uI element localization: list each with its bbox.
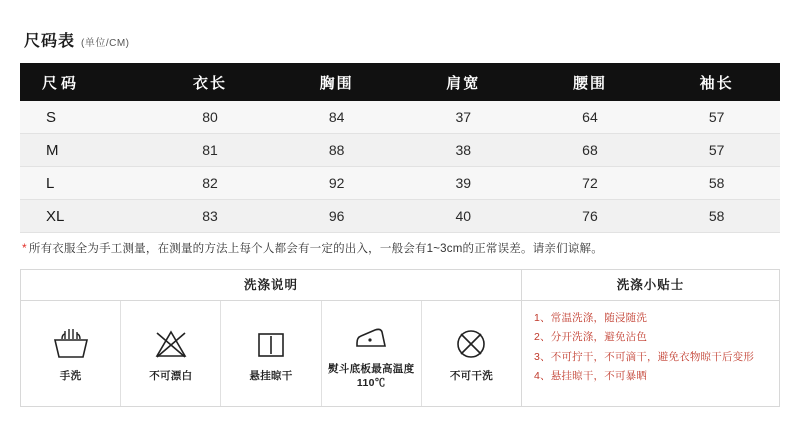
cell-size: M <box>20 134 147 167</box>
wash-tips-list <box>522 301 779 406</box>
cell-shoulder: 37 <box>400 101 527 134</box>
wash-instructions-section <box>21 270 522 406</box>
column-header-bust: 胸围 <box>273 63 400 101</box>
care-icon-cell <box>121 301 221 406</box>
cell-length: 82 <box>147 167 274 200</box>
note-star: * <box>22 241 27 255</box>
care-icon-cell <box>422 301 521 406</box>
cell-waist: 76 <box>527 200 654 233</box>
care-icon-label: 悬挂晾干 <box>249 369 293 382</box>
care-instructions-block <box>20 269 780 407</box>
cell-sleeve: 57 <box>653 134 780 167</box>
cell-waist: 64 <box>527 101 654 134</box>
column-header-shoulder: 肩宽 <box>400 63 527 101</box>
care-icon-cell <box>322 301 422 406</box>
cell-sleeve: 58 <box>653 200 780 233</box>
column-header-sleeve: 袖长 <box>653 63 780 101</box>
care-icon-cell <box>21 301 121 406</box>
cell-bust: 92 <box>273 167 400 200</box>
tip-item: 2、分开洗涤，避免沾色 <box>534 331 648 344</box>
table-row <box>20 167 780 200</box>
wash-tips-section <box>522 270 779 406</box>
cell-size: S <box>20 101 147 134</box>
size-table <box>20 63 780 233</box>
cell-sleeve: 58 <box>653 167 780 200</box>
cell-bust: 84 <box>273 101 400 134</box>
care-icon-cell <box>221 301 321 406</box>
wash-instructions-header: 洗涤说明 <box>21 270 521 301</box>
do-not-bleach-icon <box>149 324 193 364</box>
cell-waist: 68 <box>527 134 654 167</box>
cell-length: 83 <box>147 200 274 233</box>
column-header-length: 衣长 <box>147 63 274 101</box>
cell-bust: 96 <box>273 200 400 233</box>
care-icon-label: 不可漂白 <box>149 369 193 382</box>
title-main: 尺码表 <box>24 33 76 50</box>
cell-waist: 72 <box>527 167 654 200</box>
column-header-size: 尺码 <box>20 63 147 101</box>
cell-shoulder: 38 <box>400 134 527 167</box>
wash-icon-row <box>21 301 521 406</box>
note-text: 所有衣服全为手工测量，在测量的方法上每个人都会有一定的出入，一般会有1~3cm的正常误差。请亲们谅解。 <box>28 243 603 255</box>
table-header-row <box>20 63 780 101</box>
hand-wash-icon <box>49 324 93 364</box>
wash-tips-header: 洗涤小贴士 <box>522 270 779 301</box>
tip-item: 1、常温洗涤，随浸随洗 <box>534 312 648 324</box>
cell-length: 80 <box>147 101 274 134</box>
page-title <box>24 28 780 51</box>
tip-item: 4、悬挂晾干，不可暴晒 <box>534 370 648 383</box>
table-row <box>20 134 780 167</box>
iron-icon <box>348 317 394 357</box>
tip-item: 3、不可拧干，不可滴干，避免衣物晾干后变形 <box>534 350 755 363</box>
care-icon-label: 熨斗底板最高温度110℃ <box>328 362 415 389</box>
cell-bust: 88 <box>273 134 400 167</box>
care-icon-label: 手洗 <box>59 369 82 382</box>
line-dry-icon <box>249 324 293 364</box>
cell-shoulder: 39 <box>400 167 527 200</box>
cell-size: L <box>20 167 147 200</box>
do-not-dry-clean-icon <box>449 324 493 364</box>
table-row <box>20 200 780 233</box>
care-icon-label: 不可干洗 <box>449 369 494 382</box>
column-header-waist: 腰围 <box>527 63 654 101</box>
cell-shoulder: 40 <box>400 200 527 233</box>
measurement-note <box>22 240 780 256</box>
cell-size: XL <box>20 200 147 233</box>
cell-length: 81 <box>147 134 274 167</box>
table-row <box>20 101 780 134</box>
title-unit: (单位/CM) <box>81 38 130 49</box>
cell-sleeve: 57 <box>653 101 780 134</box>
